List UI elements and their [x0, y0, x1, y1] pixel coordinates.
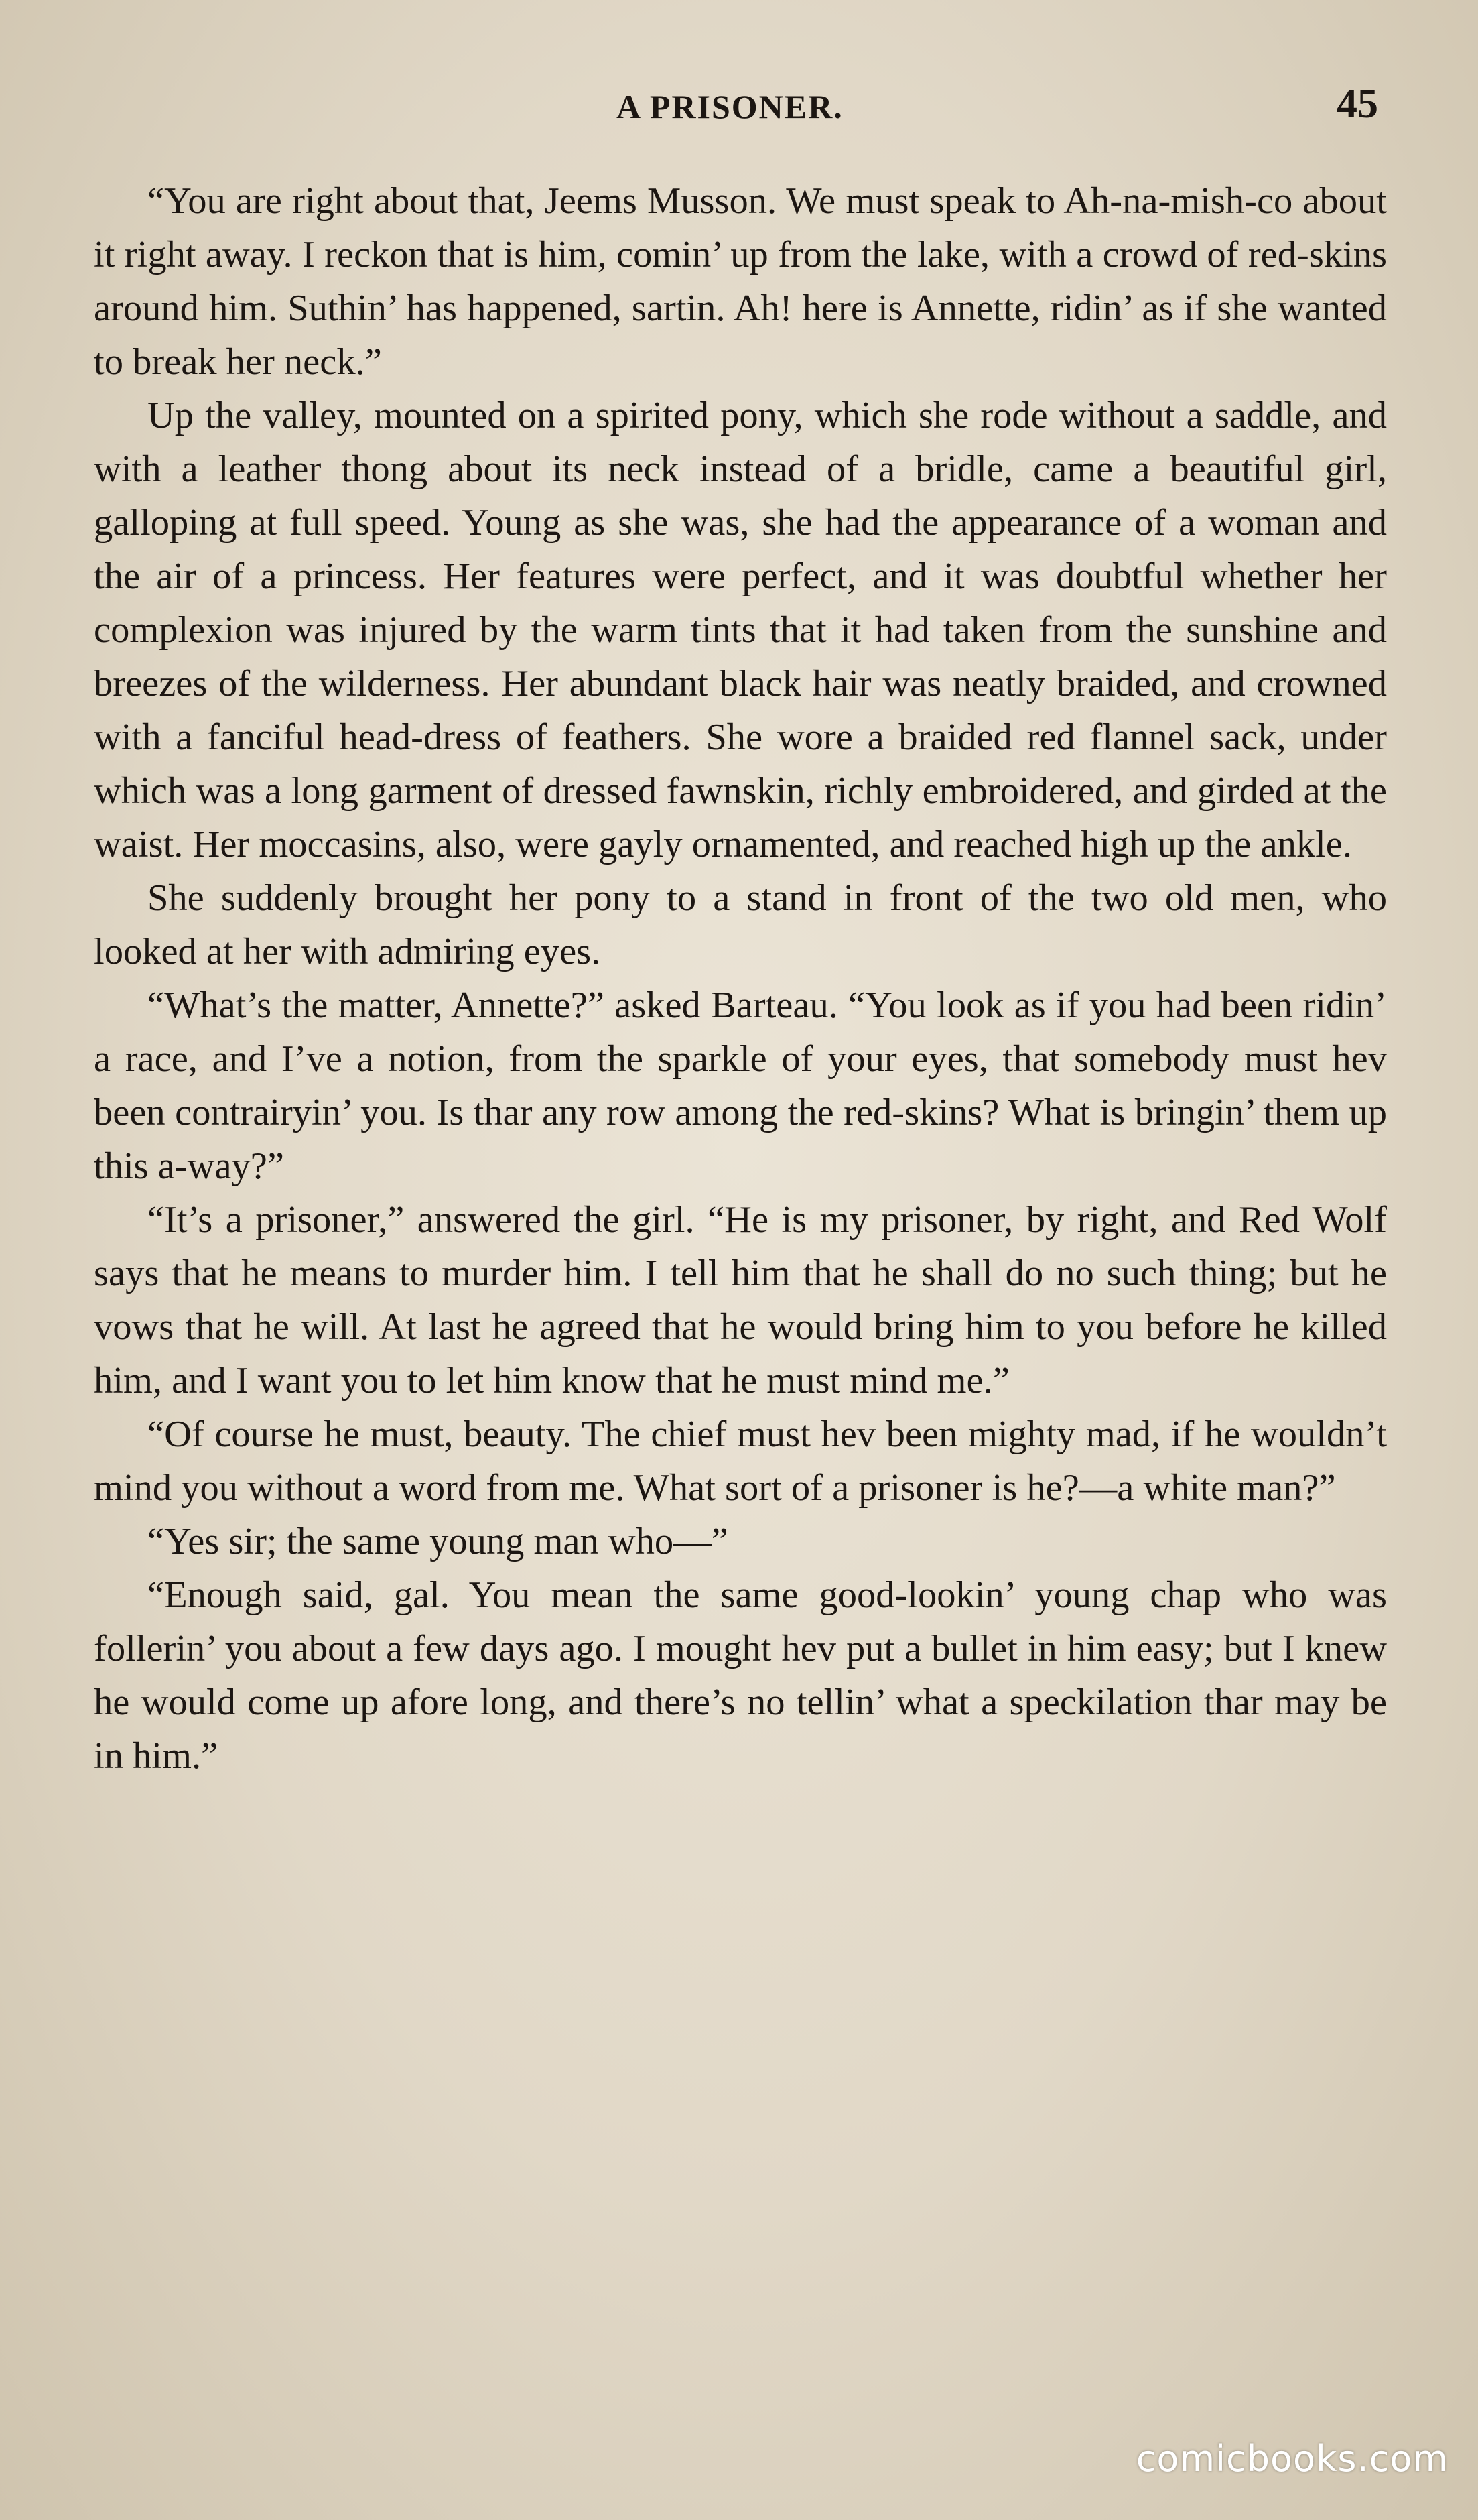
- running-head: A PRISONER.: [616, 88, 844, 125]
- paragraph: “Yes sir; the same young man who—”: [147, 1521, 728, 1562]
- body-text: [94, 174, 1387, 1783]
- paragraph: She suddenly brought her pony to a stand in front of the two old men, who looked at her with admiring eyes.: [94, 877, 1387, 972]
- paragraph: Up the valley, mounted on a spirited pony, which she rode without a saddle, and with a leather thong about its neck instead of a bridle, came a beautiful girl, galloping at full speed. Young as she was, she had the appearance of a woman and the air of a princess. Her features were perfect, and it was doubtful whether her complexion was injured by the warm tints that it had taken from the sunshine and breezes of the wilderness. Her abundant black hair was neatly braided, and crowned with a fanciful head-dress of feathers. She wore a braided red flannel sack, under which was a long garment of dressed fawnskin, richly embroidered, and girded at the waist. Her moccasins, also, were gayly ornamented, and reached high up the ankle.: [94, 395, 1387, 865]
- paragraph: “You are right about that, Jeems Musson. We must speak to Ah-na-mish-co about it right away. I reckon that is him, comin’ up from the lake, with a crowd of red-skins around him. Suthin’ has happened, sartin. Ah! here is Annette, ridin’ as if she wanted to break her neck.”: [94, 180, 1387, 383]
- site-watermark: comicbooks.com: [1136, 2438, 1449, 2480]
- page-number: 45: [1337, 81, 1378, 127]
- paragraph: “It’s a prisoner,” answered the girl. “He is my prisoner, by right, and Red Wolf says that he means to murder him. I tell him that he shall do no such thing; but he vows that he will. At last he agreed that he would bring him to you before he killed him, and I want you to let him know that he must mind me.”: [94, 1199, 1387, 1401]
- paragraph: “What’s the matter, Annette?” asked Barteau. “You look as if you had been ridin’ a race, and I’ve a notion, from the sparkle of your eyes, that somebody must hev been contrairyin’ you. Is thar any row among the red-skins? What is bringin’ them up this a-way?”: [94, 985, 1387, 1187]
- page-header: [0, 80, 1478, 134]
- paragraph: “Of course he must, beauty. The chief must hev been mighty mad, if he wouldn’t mind you without a word from me. What sort of a prisoner is he?—a white man?”: [94, 1413, 1387, 1509]
- paragraph: “Enough said, gal. You mean the same good-lookin’ young chap who was follerin’ you about a few days ago. I mought hev put a bullet in him easy; but I knew he would come up afore long, and there’s no tellin’ what a speckilation thar may be in him.”: [94, 1574, 1387, 1777]
